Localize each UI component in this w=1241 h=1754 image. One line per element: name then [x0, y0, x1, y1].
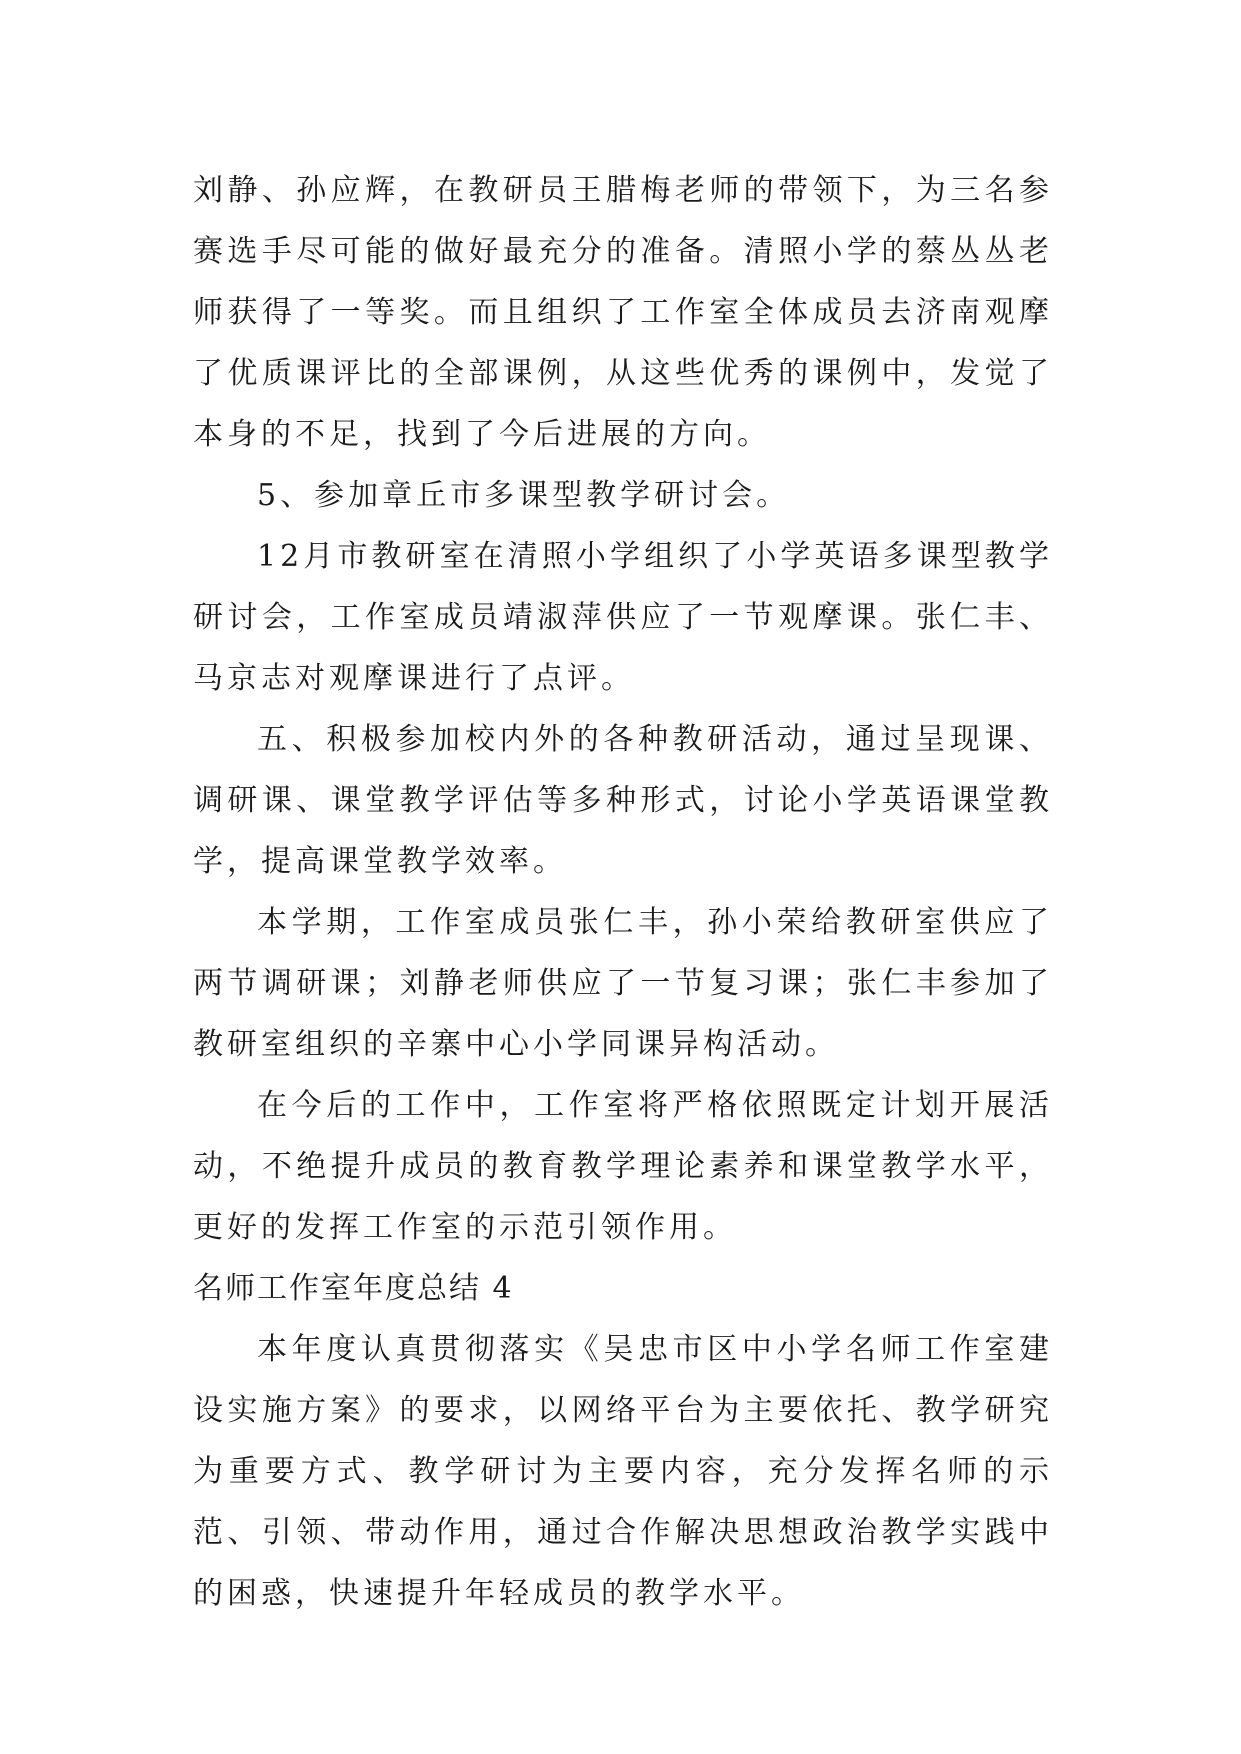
- paragraph-5: 本学期，工作室成员张仁丰，孙小荣给教研室供应了两节调研课；刘静老师供应了一节复习课；张仁丰参加了教研室组织的辛寨中心小学同课异构活动。: [193, 905, 1053, 1062]
- paragraph-2: 5、参加章丘市多课型教学研讨会。: [257, 478, 791, 513]
- paragraph-7: 本年度认真贯彻落实《吴忠市区中小学名师工作室建设实施方案》的要求，以网络平台为主要依托、教学研究为重要方式、教学研讨为主要内容，充分发挥名师的示范、引领、带动作用，通过合作解决思想政治教学实践中的困惑，快速提升年轻成员的教学水平。: [193, 1332, 1053, 1611]
- section-heading: 名师工作室年度总结 4: [193, 1271, 514, 1306]
- paragraph-6: 在今后的工作中，工作室将严格依照既定计划开展活动，不绝提升成员的教育教学理论素养和课堂教学水平，更好的发挥工作室的示范引领作用。: [193, 1088, 1053, 1245]
- document-body: [193, 160, 1053, 1624]
- paragraph-1: 刘静、孙应辉，在教研员王腊梅老师的带领下，为三名参赛选手尽可能的做好最充分的准备。清照小学的蔡丛丛老师获得了一等奖。而且组织了工作室全体成员去济南观摩了优质课评比的全部课例，从这些优秀的课例中，发觉了本身的不足，找到了今后进展的方向。: [193, 173, 1053, 452]
- paragraph-4: 五、积极参加校内外的各种教研活动，通过呈现课、调研课、课堂教学评估等多种形式，讨论小学英语课堂教学，提高课堂教学效率。: [193, 722, 1053, 879]
- paragraph-3: 12月市教研室在清照小学组织了小学英语多课型教学研讨会，工作室成员靖淑萍供应了一节观摩课。张仁丰、马京志对观摩课进行了点评。: [193, 539, 1053, 696]
